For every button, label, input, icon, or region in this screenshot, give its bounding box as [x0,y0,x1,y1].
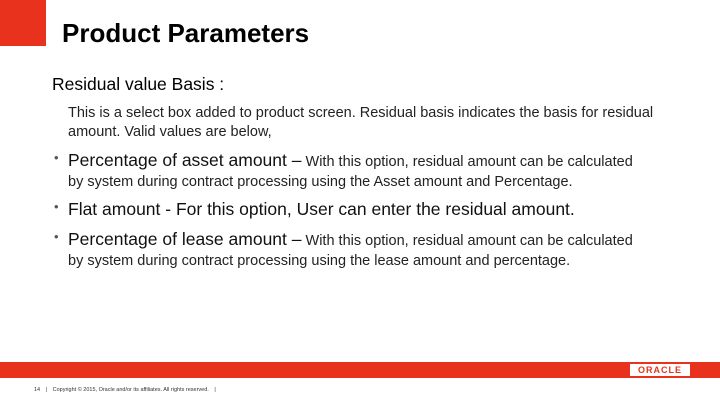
section-subheading: Residual value Basis : [52,74,225,94]
bullet-icon: • [54,199,59,214]
footer-copyright-line [34,387,220,393]
logo-text: ORACLE [638,365,682,375]
bullet-text: Flat amount - For this option, User can enter the residual amount. [68,199,575,219]
bullet-continuation: by system during contract processing using the Asset amount and Percentage. [68,174,573,190]
slide-title: Product Parameters [62,18,310,48]
bullet-term: Percentage of lease amount – [68,229,302,249]
bullet-item-flat-amount [54,199,714,220]
footer-separator: | [214,387,216,393]
intro-paragraph: This is a select box added to product screen. Residual basis indicates the basis for residual amount. Valid values are below, [68,105,654,140]
bullet-description: With this option, residual amount can be calculated [301,233,633,249]
bullet-icon: • [54,150,59,165]
bullet-description: With this option, residual amount can be calculated [301,154,633,170]
oracle-logo [630,364,690,376]
copyright-text: Copyright © 2015, Oracle and/or its affiliates. All rights reserved. [52,387,209,393]
bullet-item-lease-amount [54,229,714,269]
bullet-term: Percentage of asset amount – [68,150,302,170]
bullet-item-asset-amount [54,150,714,190]
footer-separator: | [45,387,48,393]
bullet-continuation: by system during contract processing using the lease amount and percentage. [68,253,571,269]
page-number: 14 [34,387,41,393]
footer-brand-bar [0,362,720,378]
bullet-icon: • [54,229,59,244]
brand-color-block [0,0,46,46]
